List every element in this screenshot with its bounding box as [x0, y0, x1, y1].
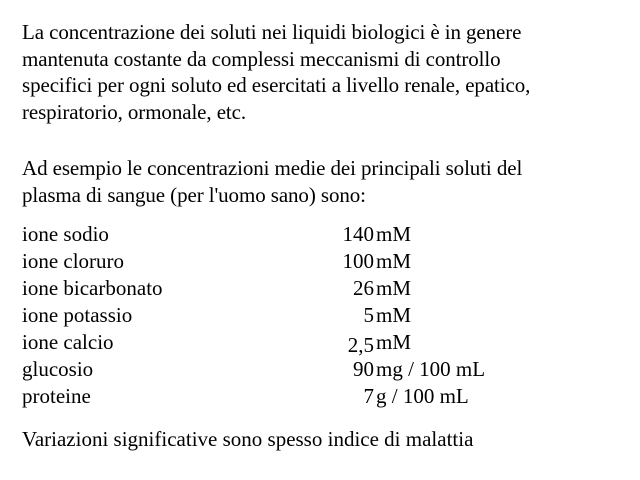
- text-line: specifici per ogni soluto ed esercitati a livello renale, epatico,: [22, 73, 531, 97]
- footer-note: Variazioni significative sono spesso indice di malattia: [22, 427, 474, 451]
- solute-unit: g / 100 mL: [376, 384, 469, 408]
- solute-value: 140: [342, 222, 374, 246]
- table-row: [22, 329, 582, 356]
- text-line: plasma di sangue (per l'uomo sano) sono:: [22, 182, 366, 207]
- solute-concentration-table: [22, 221, 582, 410]
- solute-unit: mM: [376, 249, 412, 273]
- table-row: [22, 356, 582, 383]
- solute-name: ione cloruro: [22, 249, 125, 273]
- solute-unit: mM: [376, 303, 412, 327]
- solute-name: ione sodio: [22, 222, 109, 246]
- solute-value: 90: [353, 357, 374, 381]
- text-line: respiratorio, ormonale, etc.: [22, 99, 247, 124]
- intro-paragraph: [22, 19, 622, 125]
- text-line: Ad esempio le concentrazioni medie dei principali soluti del: [22, 156, 523, 180]
- example-paragraph: [22, 155, 622, 208]
- solute-unit: mM: [376, 330, 412, 354]
- solute-name: proteine: [22, 384, 91, 408]
- solute-name: ione potassio: [22, 303, 133, 327]
- solute-unit: mM: [376, 276, 412, 300]
- table-row: [22, 275, 582, 302]
- solute-unit: mM: [376, 222, 412, 246]
- solute-name: glucosio: [22, 357, 94, 381]
- solute-value: 100: [342, 249, 374, 273]
- solute-unit: mg / 100 mL: [376, 357, 486, 381]
- solute-value: 2,5: [347, 333, 374, 357]
- solute-value: 5: [363, 303, 374, 327]
- table-row: [22, 221, 582, 248]
- solute-name: ione calcio: [22, 330, 114, 354]
- table-row: [22, 248, 582, 275]
- solute-name: ione bicarbonato: [22, 276, 163, 300]
- text-line: La concentrazione dei soluti nei liquidi biologici è in genere: [22, 20, 522, 44]
- table-row: [22, 302, 582, 329]
- table-row: [22, 383, 582, 410]
- solute-value: 7: [363, 384, 374, 408]
- solute-value: 26: [353, 276, 374, 300]
- text-line: mantenuta costante da complessi meccanismi di controllo: [22, 46, 501, 71]
